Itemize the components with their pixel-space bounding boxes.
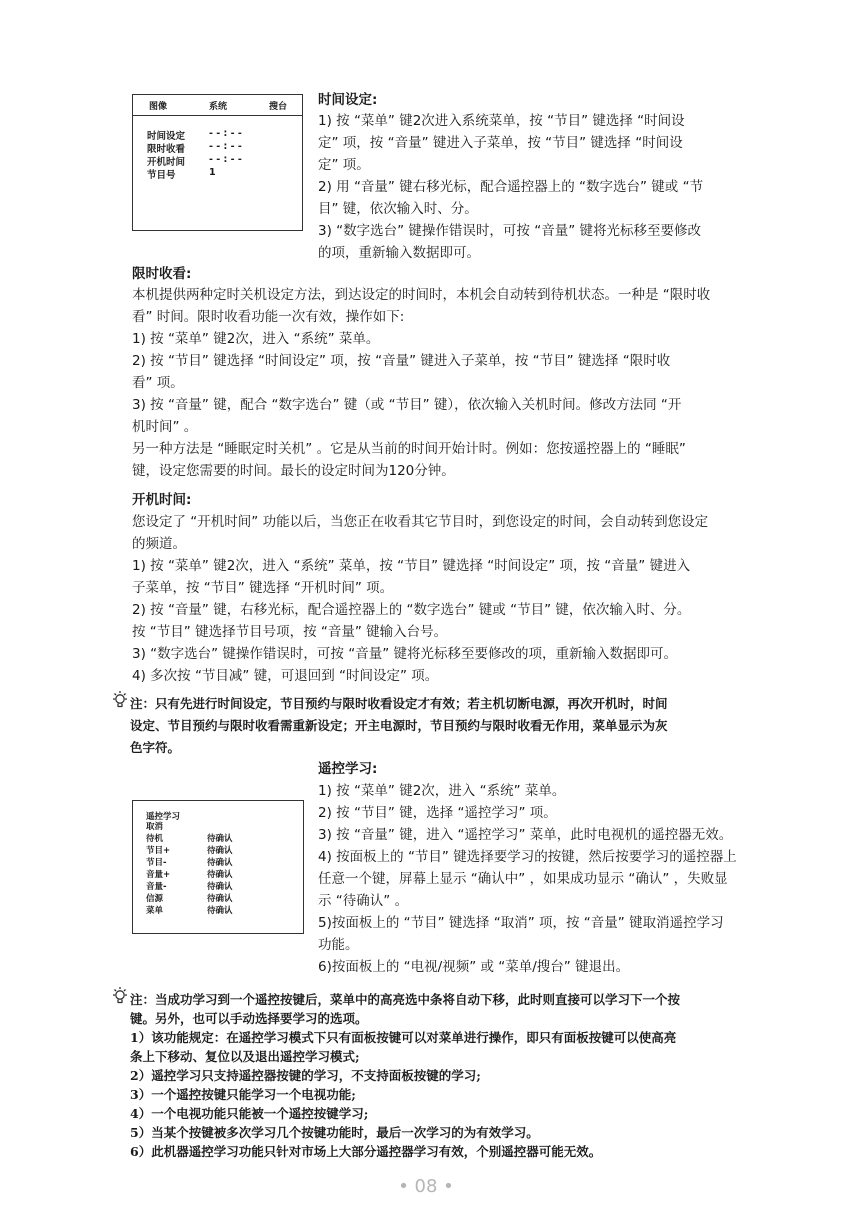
note-line: 2）遥控学习只支持遥控器按键的学习，不支持面板按键的学习; xyxy=(130,1068,481,1083)
paragraph-line: 按 “节目” 键选择节目号项，按 “音量” 键输入台号。 xyxy=(132,624,448,640)
paragraph-line: 1) 按 “菜单” 键2次，进入 “系统” 菜单。 xyxy=(132,331,380,347)
menu-row: 信源 待确认 xyxy=(146,894,233,904)
paragraph-line: 2) 按 “音量” 键，右移光标，配合遥控器上的 “数字选台” 键或 “节目” 键，依次输入时、分。 xyxy=(132,602,691,618)
paragraph-line: 看” 时间。限时收看功能一次有效，操作如下: xyxy=(132,309,405,325)
menu-row: 待机 待确认 xyxy=(146,834,233,844)
paragraph-line: 机时间” 。 xyxy=(132,419,198,435)
menu-row: 取消 xyxy=(146,822,164,832)
menu-row: 时间设定 - - : - - xyxy=(147,128,242,142)
paragraph-line: 5)按面板上的 “节目” 键选择 “取消” 项，按 “音量” 键取消遥控学习 xyxy=(318,915,724,931)
paragraph-line: 定” 项。 xyxy=(318,157,370,173)
note-line: 色字符。 xyxy=(130,740,181,755)
paragraph-line: 您设定了 “开机时间” 功能以后，当您正在收看其它节目时，到您设定的时间，会自动转到您设定 xyxy=(132,514,709,530)
paragraph-line: 键，设定您需要的时间。最长的设定时间为120分钟。 xyxy=(132,463,455,479)
menu-row: 节目+ 待确认 xyxy=(146,846,233,856)
note-line: 注：当成功学习到一个遥控按键后，菜单中的高亮选中条将自动下移，此时则直接可以学习下一个按 xyxy=(130,992,681,1007)
menu-row: 音量+ 待确认 xyxy=(146,870,233,880)
paragraph-line: 另一种方法是 “睡眠定时关机” 。它是从当前的时间开始计时。例如：您按遥控器上的 “睡眠” xyxy=(132,441,686,457)
section-title-limited-viewing: 限时收看: xyxy=(132,266,192,282)
paragraph-line: 4) 多次按 “节目减” 键，可退回到 “时间设定” 项。 xyxy=(132,668,439,684)
paragraph-line: 6)按面板上的 “电视/视频” 或 “菜单/搜台” 键退出。 xyxy=(318,959,630,975)
note-line: 4）一个电视功能只能被一个遥控按键学习; xyxy=(130,1106,369,1121)
paragraph-line: 1) 按 “菜单” 键2次，进入 “系统” 菜单。 xyxy=(318,783,566,799)
paragraph-line: 子菜单，按 “节目” 键选择 “开机时间” 项。 xyxy=(132,580,394,596)
paragraph-line: 1) 按 “菜单” 键2次进入系统菜单，按 “节目” 键选择 “时间设 xyxy=(318,113,685,129)
paragraph-line: 本机提供两种定时关机设定方法，到达设定的时间时，本机会自动转到待机状态。一种是 “限时收 xyxy=(132,287,711,303)
paragraph-line: 3) “数字选台” 键操作错误时，可按 “音量” 键将光标移至要修改 xyxy=(318,223,701,239)
paragraph-line: 定” 项，按 “音量” 键进入子菜单，按 “节目” 键选择 “时间设 xyxy=(318,135,683,151)
paragraph-line: 2) 按 “节目” 键选择 “时间设定” 项，按 “音量” 键进入子菜单，按 “节目” 键选择 “限时收 xyxy=(132,353,671,369)
menu-tab: 搜台 xyxy=(269,102,288,112)
paragraph-line: 目” 键，依次输入时、分。 xyxy=(318,201,478,217)
menu-row: 节目- 待确认 xyxy=(146,858,233,868)
menu-row: 限时收看 - - : - - xyxy=(147,141,242,155)
section-title-remote-learning: 遥控学习: xyxy=(318,761,378,777)
paragraph-line: 功能。 xyxy=(318,937,359,953)
remote-learning-menu-illustration xyxy=(132,800,304,934)
paragraph-line: 4) 按面板上的 “节目” 键选择要学习的按键，然后按要学习的遥控器上 xyxy=(318,849,737,865)
section-title-power-on: 开机时间: xyxy=(132,492,192,508)
paragraph-line: 1) 按 “菜单” 键2次，进入 “系统” 菜单，按 “节目” 键选择 “时间设定” 项，按 “音量” 键进入 xyxy=(132,558,691,574)
paragraph-line: 的频道。 xyxy=(132,536,186,552)
note-line: 键。另外，也可以手动选择要学习的选项。 xyxy=(130,1011,368,1026)
note-line: 1）该功能规定：在遥控学习模式下只有面板按键可以对菜单进行操作，即只有面板按键可以使高亮 xyxy=(130,1030,677,1045)
menu-row: 遥控学习 xyxy=(146,812,181,822)
paragraph-line: 看” 项。 xyxy=(132,375,184,391)
paragraph-line: 3) 按 “音量” 键，配合 “数字选台” 键（或 “节目” 键），依次输入关机时间。修改方法同 “开 xyxy=(132,397,682,413)
page-number: • 08 • xyxy=(398,1176,454,1197)
note-line: 设定、节目预约与限时收看需重新设定；开主电源时，节目预约与限时收看无作用，菜单显示为灰 xyxy=(130,718,668,733)
menu-tabs xyxy=(133,95,302,116)
section-title-time-setting: 时间设定: xyxy=(318,92,378,108)
paragraph-line: 的项，重新输入数据即可。 xyxy=(318,245,480,261)
system-menu-illustration xyxy=(132,94,303,231)
paragraph-line: 2) 用 “音量” 键右移光标，配合遥控器上的 “数字选台” 键或 “节 xyxy=(318,179,704,195)
note-line: 5）当某个按键被多次学习几个按键功能时，最后一次学习的为有效学习。 xyxy=(130,1125,539,1140)
menu-tab: 系统 xyxy=(209,102,228,112)
paragraph-line: 任意一个键，屏幕上显示 “确认中” ，如果成功显示 “确认” ，失败显 xyxy=(318,871,728,887)
lightbulb-icon xyxy=(110,986,130,1008)
menu-row: 音量- 待确认 xyxy=(146,882,233,892)
paragraph-line: 3) “数字选台” 键操作错误时，可按 “音量” 键将光标移至要修改的项，重新输入数据即可。 xyxy=(132,646,677,662)
paragraph-line: 3) 按 “音量” 键，进入 “遥控学习” 菜单，此时电视机的遥控器无效。 xyxy=(318,827,733,843)
menu-tab: 图像 xyxy=(149,102,168,112)
paragraph-line: 示 “待确认” 。 xyxy=(318,893,409,909)
note-line: 3）一个遥控按键只能学习一个电视功能; xyxy=(130,1087,356,1102)
paragraph-line: 2) 按 “节目” 键，选择 “遥控学习” 项。 xyxy=(318,805,557,821)
note-line: 条上下移动、复位以及退出遥控学习模式; xyxy=(130,1049,360,1064)
note-line: 6）此机器遥控学习功能只针对市场上大部分遥控器学习有效，个别遥控器可能无效。 xyxy=(130,1144,602,1159)
menu-row: 菜单 待确认 xyxy=(146,906,233,916)
note-line: 注：只有先进行时间设定，节目预约与限时收看设定才有效；若主机切断电源，再次开机时，时间 xyxy=(130,696,668,711)
menu-row: 开机时间 - - : - - xyxy=(147,154,242,168)
menu-row: 节目号 1 xyxy=(147,167,216,181)
lightbulb-icon xyxy=(110,690,130,712)
